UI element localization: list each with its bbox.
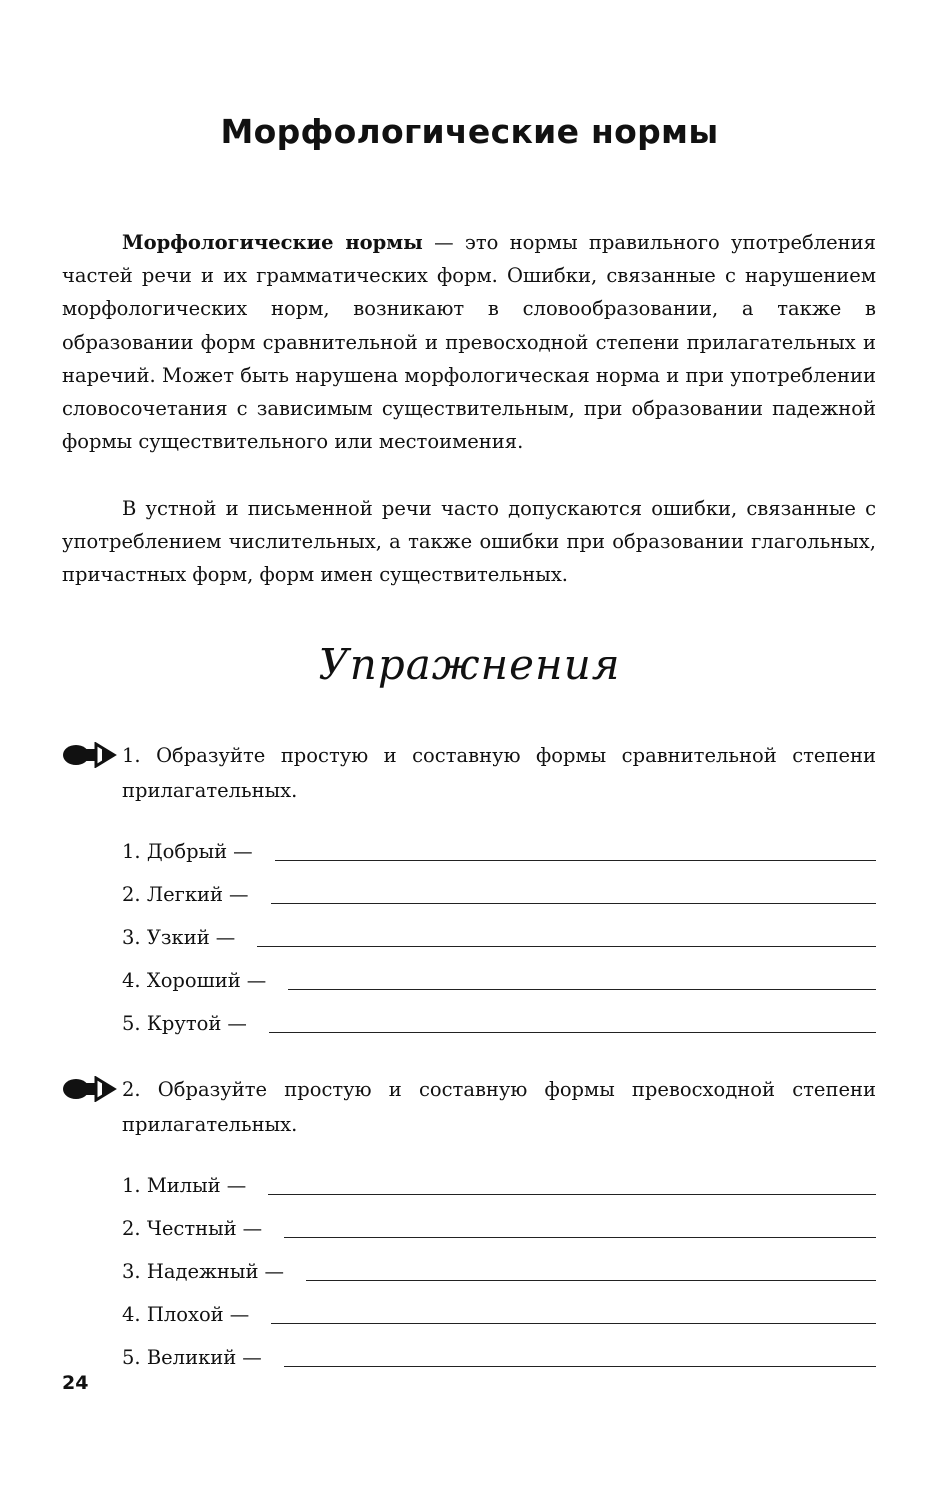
item-dash: — xyxy=(242,1346,262,1369)
item-word: Добрый xyxy=(146,840,228,863)
item-number: 3. xyxy=(122,926,141,949)
item-number: 2. xyxy=(122,1217,141,1240)
item-number: 1. xyxy=(122,840,141,863)
exercises-heading: Упражнения xyxy=(318,640,621,689)
answer-blank[interactable] xyxy=(271,1293,876,1324)
page-title: Морфологические нормы xyxy=(220,112,719,151)
second-paragraph-text: В устной и письменной речи часто допускаются ошибки, связанные с употреблением числительных, а также ошибки при образовании глагольных, причастных форм, форм имен существительных. xyxy=(62,497,876,587)
answer-row xyxy=(62,1154,876,1197)
exercise-2-prompt: 2. Образуйте простую и составную формы превосходной степени прилагательных. xyxy=(122,1078,876,1136)
item-dash: — xyxy=(233,840,253,863)
exercise-1-answers xyxy=(62,820,876,1035)
item-dash: — xyxy=(215,926,236,949)
answer-row xyxy=(62,949,876,992)
intro-paragraph-text: — это нормы правильного употребления частей речи и их грамматических форм. Ошибки, связанные с нарушением морфологических норм, возникают в словообразовании, а также в образовании форм сравнительной и превосходной степени прилагательных и наречий. Может быть нарушена морфологическая норма и при употреблении словосочетания с зависимым существительным, при образовании падежной формы существительного или местоимения. xyxy=(62,231,876,454)
item-number: 1. xyxy=(122,1174,141,1197)
answer-blank[interactable] xyxy=(284,1207,876,1238)
item-dash: — xyxy=(229,883,249,906)
item-word: Узкий xyxy=(146,926,210,949)
term-bold: Морфологические нормы xyxy=(122,231,423,254)
item-dash: — xyxy=(227,1012,247,1035)
answer-blank[interactable] xyxy=(284,1336,876,1367)
item-number: 3. xyxy=(122,1260,141,1283)
item-word: Хороший xyxy=(146,969,241,992)
item-number: 2. xyxy=(122,883,141,906)
answer-row xyxy=(62,820,876,863)
second-paragraph xyxy=(62,492,876,592)
answer-blank[interactable] xyxy=(271,873,876,904)
item-word: Плохой xyxy=(146,1303,224,1326)
answer-row xyxy=(62,992,876,1035)
answer-blank[interactable] xyxy=(268,1164,876,1195)
answer-blank[interactable] xyxy=(288,959,876,990)
page-number: 24 xyxy=(62,1372,89,1394)
exercise-1 xyxy=(62,738,876,1035)
item-number: 4. xyxy=(122,1303,141,1326)
item-number: 4. xyxy=(122,969,141,992)
answer-blank[interactable] xyxy=(306,1250,876,1281)
item-dash: — xyxy=(264,1260,284,1283)
exercise-2 xyxy=(62,1072,876,1369)
pencil-marker-icon xyxy=(62,1076,118,1102)
answer-row xyxy=(62,906,876,949)
answer-row xyxy=(62,1197,876,1240)
item-word: Крутой xyxy=(146,1012,222,1035)
answer-row xyxy=(62,1283,876,1326)
answer-row xyxy=(62,1326,876,1369)
item-dash: — xyxy=(226,1174,247,1197)
item-number: 5. xyxy=(122,1012,141,1035)
item-word: Милый xyxy=(146,1174,221,1197)
answer-blank[interactable] xyxy=(269,1002,876,1033)
item-word: Честный xyxy=(146,1217,237,1240)
answer-row xyxy=(62,863,876,906)
item-dash: — xyxy=(229,1303,250,1326)
exercise-2-answers xyxy=(62,1154,876,1369)
item-number: 5. xyxy=(122,1346,141,1369)
item-word: Великий xyxy=(146,1346,237,1369)
exercise-1-prompt: 1. Образуйте простую и составную формы сравнительной степени прилагательных. xyxy=(122,744,876,802)
item-word: Легкий xyxy=(146,883,224,906)
item-word: Надежный xyxy=(146,1260,259,1283)
item-dash: — xyxy=(246,969,267,992)
pencil-marker-icon xyxy=(62,742,118,768)
answer-blank[interactable] xyxy=(257,916,876,947)
answer-row xyxy=(62,1240,876,1283)
answer-blank[interactable] xyxy=(275,830,876,861)
item-dash: — xyxy=(242,1217,263,1240)
intro-paragraph xyxy=(62,226,876,458)
